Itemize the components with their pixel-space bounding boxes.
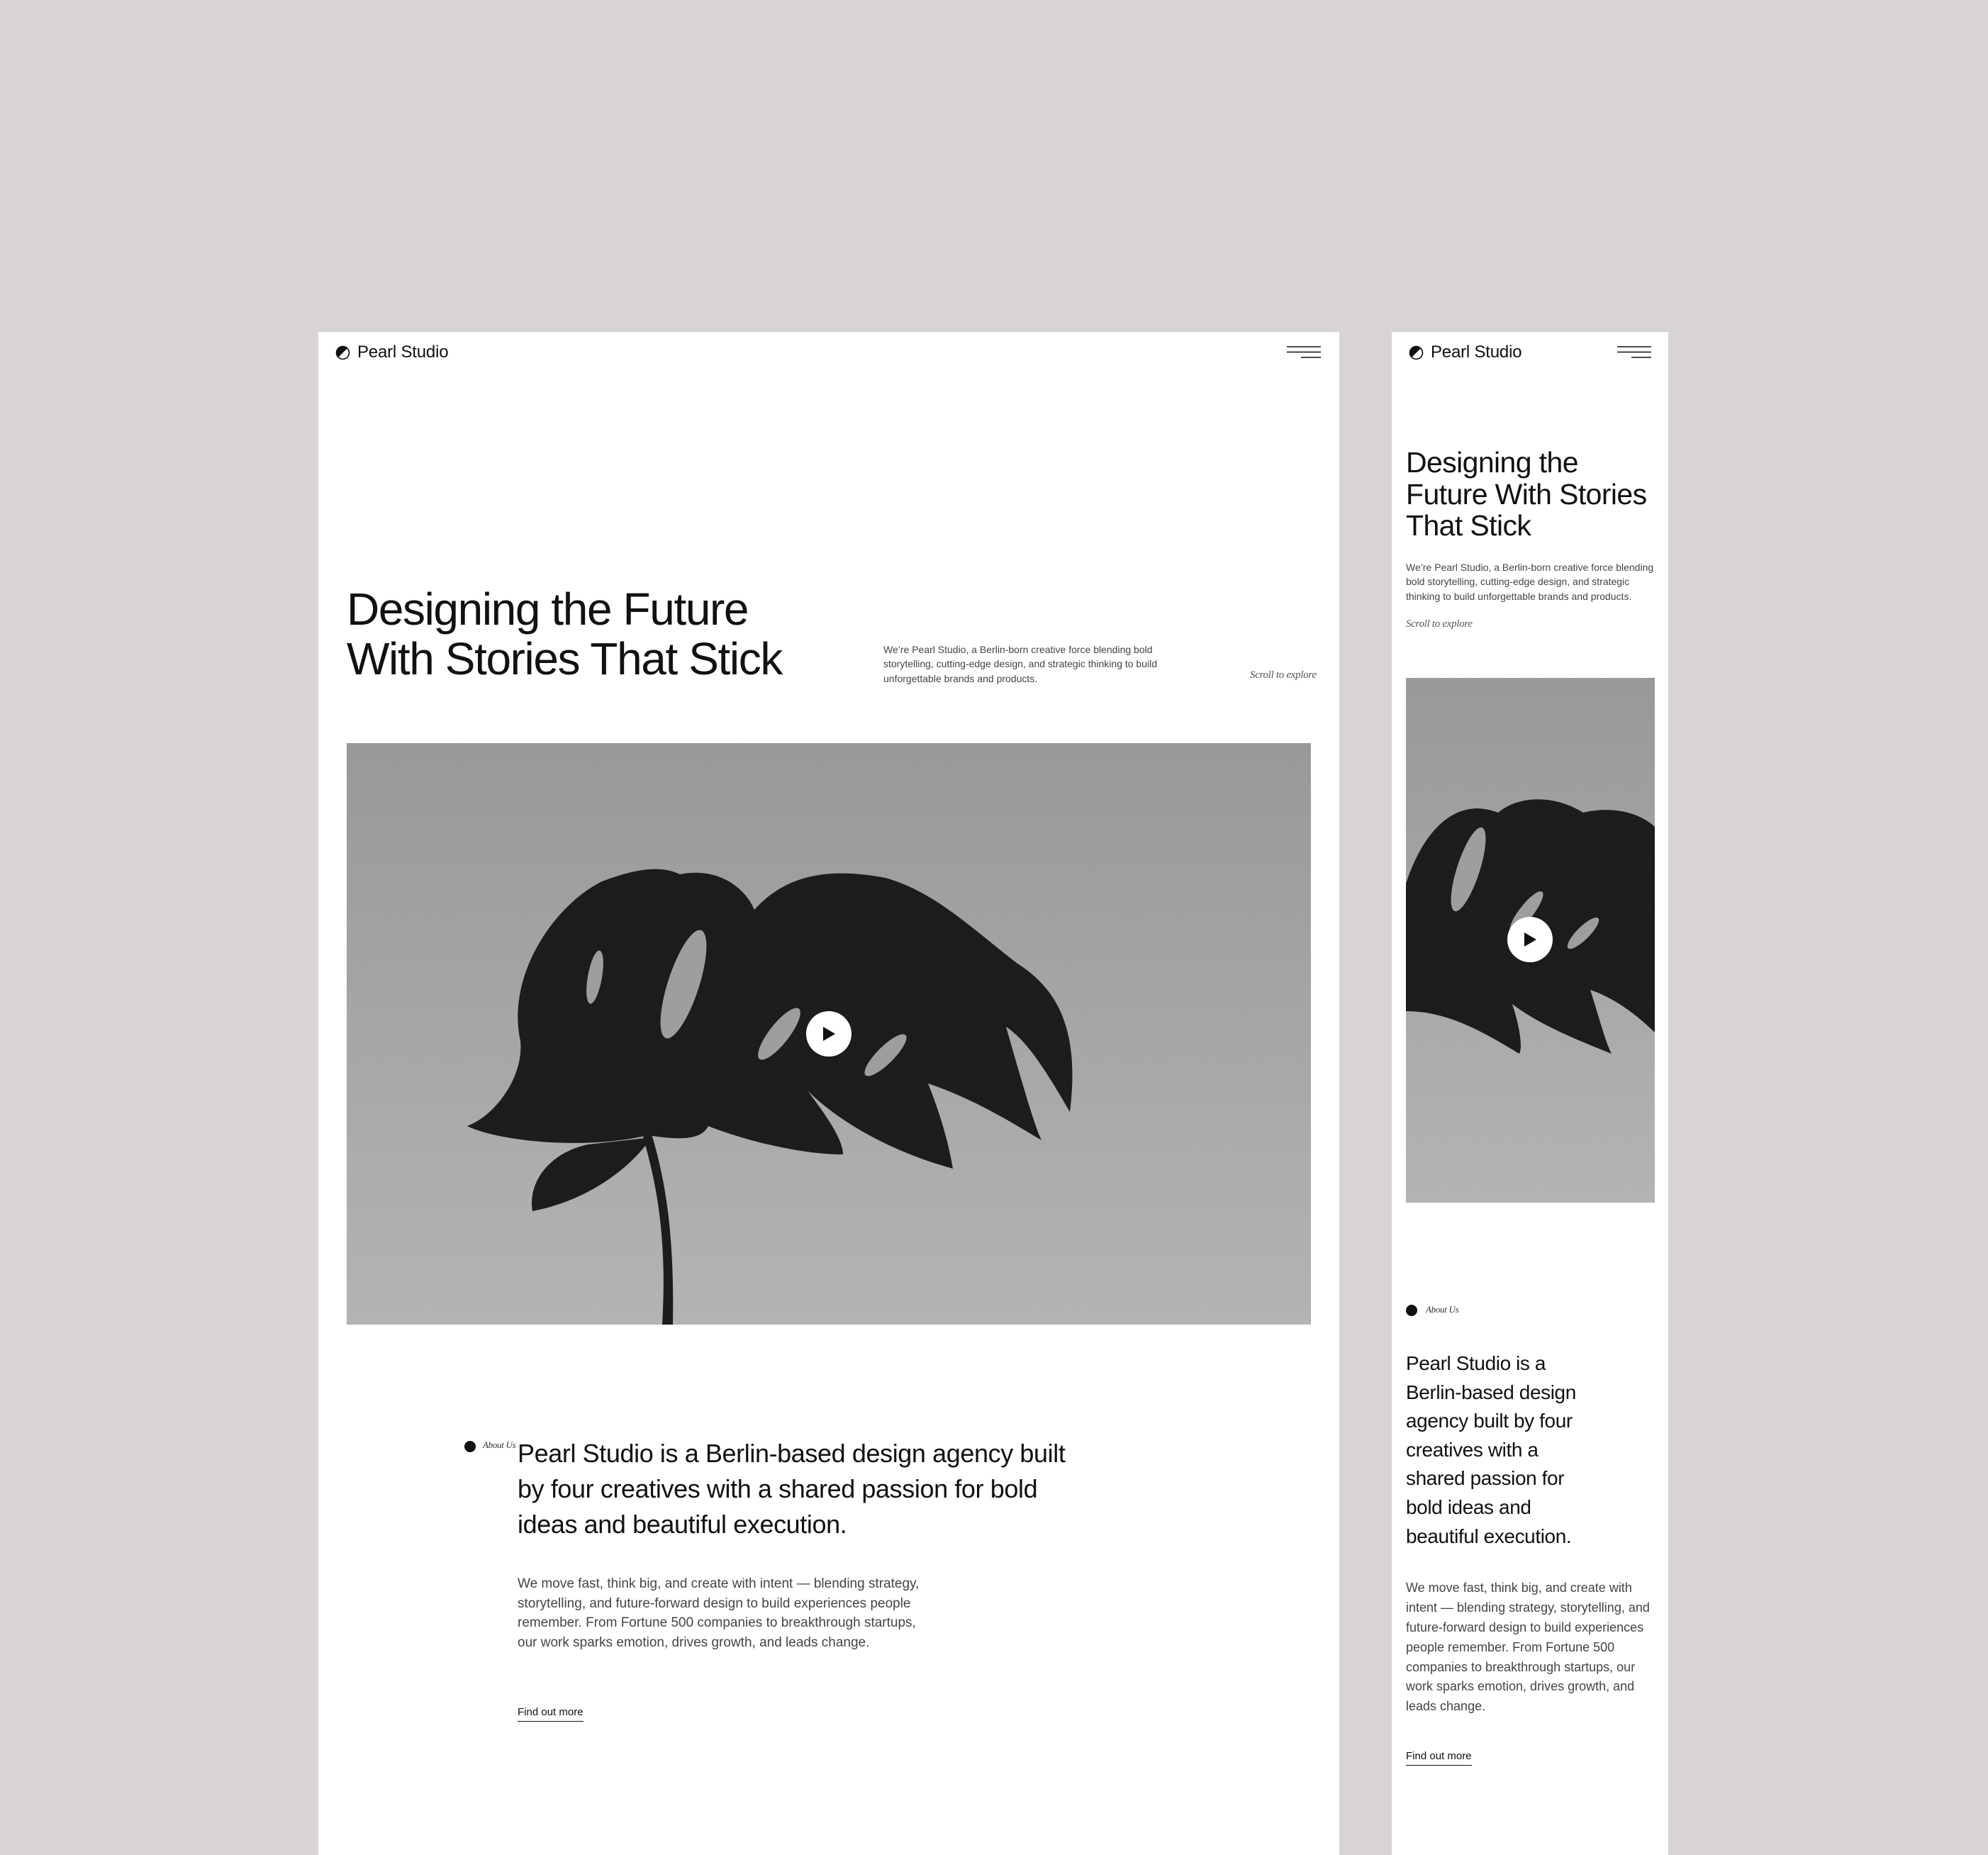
play-icon (1522, 931, 1538, 948)
about-body: We move fast, think big, and create with intent — blending strategy, storytelling, and future-forward design to build experiences people remember. From Fortune 500 companies to breakthrough startups, our work sparks emotion, drives growth, and leads change. (518, 1576, 920, 1650)
hero-title: Designing the Future With Stories That Stick (347, 584, 782, 685)
about-label: About Us (483, 1439, 516, 1450)
hero-video[interactable] (1406, 678, 1655, 1203)
brand-logo[interactable] (1409, 342, 1521, 362)
scroll-hint[interactable]: Scroll to explore (1250, 669, 1317, 681)
half-moon-icon (1409, 345, 1424, 360)
play-button[interactable] (806, 1011, 851, 1057)
hamburger-menu-icon[interactable] (1617, 345, 1651, 360)
mobile-page (1392, 332, 1668, 1855)
scroll-hint[interactable]: Scroll to explore (1406, 618, 1473, 630)
hero-title: Designing the Future With Stories That Stick (1406, 446, 1647, 542)
half-moon-icon (335, 345, 350, 360)
hero-description: We’re Pearl Studio, a Berlin-born creative force blending bold storytelling, cutting-edge design, and strategic thinking to build unforgettable brands and products. (883, 644, 1158, 684)
brand-name: Pearl Studio (1431, 342, 1522, 362)
find-out-more-link[interactable]: Find out more (518, 1706, 583, 1722)
about-label: About Us (1426, 1304, 1459, 1315)
hero-video[interactable] (347, 743, 1311, 1325)
hamburger-menu-icon[interactable] (1287, 345, 1321, 360)
brand-logo[interactable] (335, 342, 448, 362)
about-heading: Pearl Studio is a Berlin-based design agency built by four creatives with a shared passion for bold ideas and beautiful execution. (518, 1439, 1066, 1539)
brand-name: Pearl Studio (357, 342, 449, 362)
desktop-page (318, 332, 1339, 1855)
about-dot (464, 1441, 476, 1452)
play-icon (821, 1025, 837, 1042)
about-dot (1406, 1305, 1417, 1316)
about-heading: Pearl Studio is a Berlin-based design agency built by four creatives with a shared passion for bold ideas and beautiful execution. (1406, 1352, 1576, 1547)
play-button[interactable] (1507, 917, 1553, 962)
hero-description: We’re Pearl Studio, a Berlin-born creative force blending bold storytelling, cutting-edge design, and strategic thinking to build unforgettable brands and products. (1406, 562, 1654, 602)
find-out-more-link[interactable]: Find out more (1406, 1750, 1472, 1766)
about-body: We move fast, think big, and create with intent — blending strategy, storytelling, and future-forward design to build experiences people remember. From Fortune 500 companies to breakthrough startups, our work sparks emotion, drives growth, and leads change. (1406, 1581, 1650, 1714)
